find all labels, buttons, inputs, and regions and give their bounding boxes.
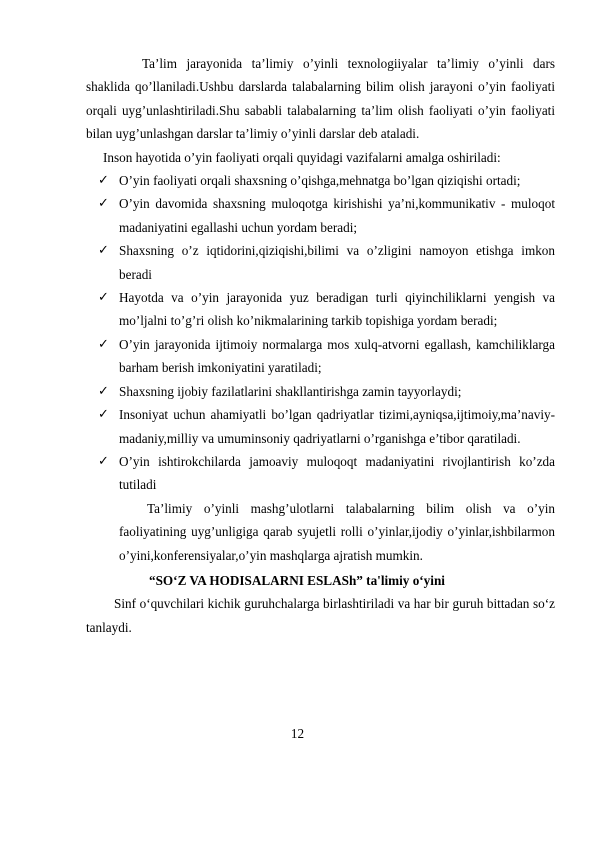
document-page — [86, 52, 555, 639]
list-item: ✓ Insoniyat uchun ahamiyatli bo’lgan qadriyatlar tizimi,ayniqsa,ijtimoiy,ma’naviy-madaniy,milliy va umuminsoniy qadriyatlarni o’rganishga e’tibor qaratiladi. — [86, 403, 555, 450]
checkmark-icon: ✓ — [98, 383, 109, 399]
list-item: ✓ O’yin faoliyati orqali shaxsning o’qishga,mehnatga bo’lgan qiziqishi ortadi; — [86, 169, 555, 192]
checkmark-icon: ✓ — [98, 407, 109, 423]
checkmark-icon: ✓ — [98, 453, 109, 469]
paragraph-functions-lead: Inson hayotida o’yin faoliyati orqali quyidagi vazifalarni amalga oshiriladi: — [103, 149, 501, 165]
list-item: ✓ O’yin ishtirokchilarda jamoaviy muloqoqt madaniyatini rivojlantirish ko’zda tutiladi — [86, 450, 555, 497]
paragraph-game-types: Ta’limiy o’yinli mashg’ulotlarni talabalarning bilim olish va o’yin faoliyatining uyg’unligiga qarab syujetli rolli o’yinlar,ijodiy o’yinlar,ishbilarmon o’yini,konferensiyalar,o’yin mashqlarga ajratish mumkin. — [119, 500, 555, 563]
checkmark-icon: ✓ — [98, 173, 109, 189]
paragraph-intro: Ta’lim jarayonida ta’limiy o’yinli texnologiiyalar ta’limiy o’yinli dars shaklida qo’llaniladi.Ushbu darslarda talabalarning bilim olish jarayoni o’yin faoliyati orqali uyg’unlashtiriladi.Shu sababli talabalarning ta’lim olish faoliyati o’yin faoliyati bilan uyg’unlashgan darslar ta’limiy o’yinli darslar deb ataladi. — [86, 56, 555, 142]
checklist — [86, 169, 555, 497]
list-item: ✓ O’yin davomida shaxsning muloqotga kirishishi ya’ni,kommunikativ - muloqot madaniyatini egallashi uchun yordam beradi; — [86, 192, 555, 239]
list-item: ✓ Shaxsning ijobiy fazilatlarini shakllantirishga zamin tayyorlaydi; — [86, 380, 555, 403]
page-number: 12 — [290, 726, 305, 741]
list-item: ✓ Hayotda va o’yin jarayonida yuz beradigan turli qiyinchiliklarni yengish va mo’ljalni to’g’ri olish ko’nikmalarining tarkib topishiga yordam beradi; — [86, 286, 555, 333]
list-item: ✓ Shaxsning o’z iqtidorini,qiziqishi,bilimi va o’zligini namoyon etishga imkon beradi — [86, 239, 555, 286]
paragraph-game-rules: Sinf o‘quvchilari kichik guruhchalarga birlashtiriladi va har bir guruh bittadan so‘z tanlaydi. — [86, 596, 555, 635]
checkmark-icon: ✓ — [98, 243, 109, 259]
section-heading: “SO‘Z VA HODISALARNI ESLASh” ta'limiy o‘yini — [149, 572, 445, 588]
list-item: ✓ O’yin jarayonida ijtimoiy normalarga mos xulq-atvorni egallash, kamchiliklarga barham berish imkoniyatini yaratiladi; — [86, 333, 555, 380]
checkmark-icon: ✓ — [98, 336, 109, 352]
checkmark-icon: ✓ — [98, 290, 109, 306]
checkmark-icon: ✓ — [98, 196, 109, 212]
